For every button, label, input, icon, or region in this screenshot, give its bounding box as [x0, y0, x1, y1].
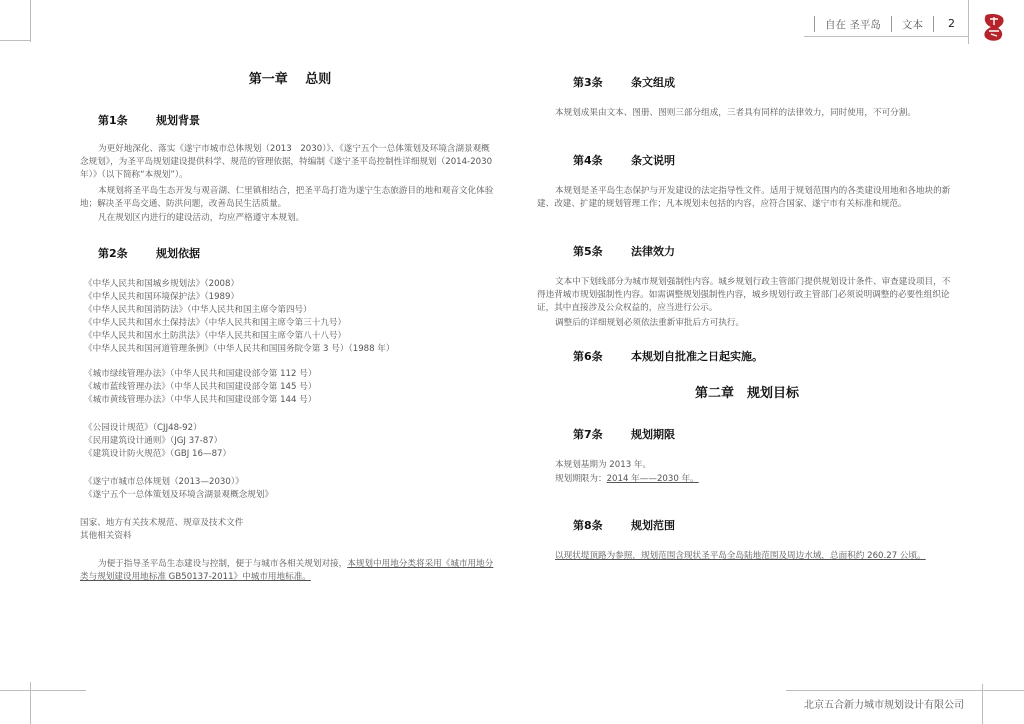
list-item: 《中华人民共和国水土保持法》（中华人民共和国主席令第三十九号） [84, 318, 347, 328]
list-item: 其他相关资料 [80, 531, 132, 541]
header-rule-left [0, 40, 30, 41]
article-5-paragraph-2: 调整后的详细规划必须依法重新审批后方可执行。 [555, 318, 745, 328]
list-item: 《中华人民共和国城乡规划法》（2008） [84, 279, 240, 289]
list-item: 《公园设计规范》（CJJ48-92） [84, 423, 202, 433]
article-4-paragraph: 本规划是圣平岛生态保护与开发建设的法定指导性文件。适用于规划范围内的各类建设用地和各地块的新建、改建、扩建的规划管理工作；凡本规划未包括的内容，应符合国家、遂宁市有关标准和规范。 [537, 186, 951, 209]
article-3-title: 条文组成 [631, 76, 675, 89]
article-6-number: 第6条 [573, 350, 603, 363]
mandatory-underline-text: 本规划中用地分类将采用《城市用地分类与规划建设用地标准 GB50137-2011》中城市用地标准。 [80, 559, 494, 582]
nav-separator [933, 16, 934, 32]
article-5-heading [573, 243, 675, 259]
article-4-heading [573, 152, 675, 168]
article-1-title: 规划背景 [156, 114, 200, 127]
article-7-title: 规划期限 [631, 428, 675, 441]
article-1-paragraph-3: 凡在规划区内进行的建设活动，均应严格遵守本规划。 [98, 213, 305, 223]
article-2-paragraph-last: 为便于指导圣平岛生态建设与控制，便于与城市各相关规划对接，本规划中用地分类将采用《城市用地分类与规划建设用地标准 GB50137-2011》中城市用地标准。 [80, 559, 494, 582]
list-item: 《城市蓝线管理办法》（中华人民共和国建设部令第 145 号） [84, 382, 317, 392]
list-item: 《中华人民共和国河道管理条例》（中华人民共和国国务院令第 3 号）（1988 年） [84, 344, 395, 354]
article-3-paragraph: 本规划成果由文本、图册、图则三部分组成，三者具有同样的法律效力，同时使用，不可分割。 [555, 108, 916, 118]
article-7-paragraph-2: 规划期限为：2014 年——2030 年。 [555, 474, 699, 484]
law-list-1 [84, 278, 504, 356]
article-6-title: 本规划自批准之日起实施。 [631, 350, 763, 363]
red-seal-logo-icon [982, 12, 1006, 42]
nav-item-text[interactable]: 文本 [901, 18, 923, 31]
law-list-5 [80, 517, 500, 543]
article-1-number: 第1条 [98, 114, 128, 127]
article-2-heading [98, 245, 200, 261]
list-item: 《遂宁五个一总体策划及环境含湖景观概念规划》 [84, 490, 274, 500]
article-6-heading [573, 348, 763, 364]
list-item: 《民用建筑设计通则》（JGJ 37-87） [84, 436, 223, 446]
header-nav [804, 14, 944, 34]
article-7-heading [573, 426, 675, 442]
header-rule-right [804, 36, 968, 37]
article-2-number: 第2条 [98, 247, 128, 260]
article-3-number: 第3条 [573, 76, 603, 89]
list-item: 《建筑设计防火规范》（GBJ 16—87） [84, 449, 232, 459]
article-1-paragraph-1: 为更好地深化、落实《遂宁市城市总体规划（2013 2030）》、《遂宁五个一总体策划及环境含湖景观概念规划》，为圣平岛规划建设提供科学、规范的管理依据，特编制《遂宁圣平岛控制性详细规划（2014-2030 年）》（以下简称“本规划”）。 [80, 144, 493, 180]
article-8-number: 第8条 [573, 519, 603, 532]
article-8-paragraph: 以现状堤顶路为参照，规划范围含现状圣平岛全岛陆地范围及周边水域，总面积约 260.27 公顷。 [555, 551, 926, 561]
list-item: 国家、地方有关技术规范、规章及技术文件 [80, 518, 244, 528]
list-item: 《中华人民共和国水土防洪法》（中华人民共和国主席令第八十八号） [84, 331, 347, 341]
chapter-1-title: 第一章 总则 [248, 72, 332, 87]
article-1-paragraph-2: 本规划将圣平岛生态开发与观音湖、仁里镇相结合，把圣平岛打造为遂宁生态旅游目的地和观音文化体验地；解决圣平岛交通、防洪问题，改善岛民生活质量。 [80, 186, 494, 209]
article-1-heading [98, 112, 200, 128]
list-item: 《遂宁市城市总体规划（2013—2030）》 [84, 477, 244, 487]
list-item: 《中华人民共和国环境保护法》（1989） [84, 292, 240, 302]
article-8-title: 规划范围 [631, 519, 675, 532]
article-3-heading [573, 74, 675, 90]
list-item: 《城市绿线管理办法》（中华人民共和国建设部令第 112 号） [84, 369, 317, 379]
nav-separator [891, 16, 892, 32]
footer-vline-left [30, 682, 31, 724]
chapter-2-title: 第二章 规划目标 [694, 386, 799, 401]
article-7-number: 第7条 [573, 428, 603, 441]
list-item: 《中华人民共和国消防法》（中华人民共和国主席令第四号） [84, 305, 312, 315]
footer-rule-right [786, 690, 1024, 691]
article-5-title: 法律效力 [631, 245, 675, 258]
article-2-title: 规划依据 [156, 247, 200, 260]
nav-separator [814, 16, 815, 32]
article-5-paragraph-1: 文本中下划线部分为城市规划强制性内容。城乡规划行政主管部门提供规划设计条件、审查建设项目，不得违背城市规划强制性内容。如需调整规划强制性内容，城乡规划行政主管部门必须说明调整的必要性组织论证，其中直接涉及公众权益的，应当进行公示。 [537, 277, 951, 313]
article-7-paragraph-1: 本规划基期为 2013 年。 [555, 460, 652, 470]
header-vline-right [968, 0, 969, 44]
list-item: 《城市黄线管理办法》（中华人民共和国建设部令第 144 号） [84, 395, 317, 405]
article-8-heading [573, 517, 675, 533]
article-5-number: 第5条 [573, 245, 603, 258]
article-4-number: 第4条 [573, 154, 603, 167]
mandatory-underline-text: 2014 年——2030 年。 [606, 474, 699, 484]
footer-vline-right [982, 684, 983, 724]
footer-company-name: 北京五合新力城市规划设计有限公司 [804, 700, 964, 711]
header-vline-left [30, 0, 31, 42]
law-list-2 [84, 368, 504, 407]
page-number: 2 [948, 17, 955, 30]
nav-item-project[interactable]: 自在 圣平岛 [825, 18, 881, 31]
law-list-3 [84, 422, 504, 461]
article-4-title: 条文说明 [631, 154, 675, 167]
footer-rule-left [0, 690, 86, 691]
law-list-4 [84, 476, 504, 502]
